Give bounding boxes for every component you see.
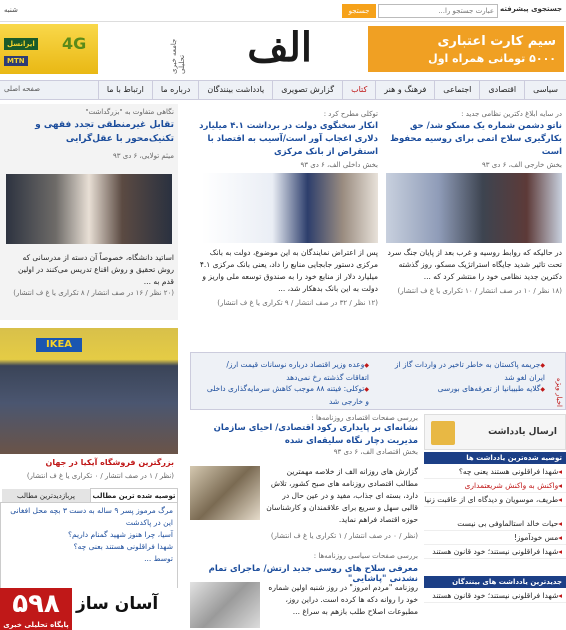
note-item[interactable]: ◂ طریف، موسویان و دیدگاه ای از عاقبت زنیا — [424, 494, 566, 507]
nav-item-social[interactable]: اجتماعی — [434, 81, 479, 99]
ad-line-2: ۵۰۰۰ تومانی همراه اول — [428, 52, 556, 65]
photo-ikea-store[interactable] — [0, 328, 178, 454]
note-item[interactable]: ◂ شهدا فراقلونی هستند یعنی چه؟ — [424, 466, 566, 479]
ad-598-number: ۵۹۸ — [12, 589, 60, 619]
ad-brand-irancell: ایرانسل — [4, 38, 38, 50]
latest-notes-header: جدیدترین یادداشت های بینندگان — [424, 576, 566, 588]
section-summary: گزارش های روزانه الف از خلاصه مهمترین مطالب اقتصادی روزنامه های صبح کشور، تلاش دارد، بسته ای جذاب، مفید و در عین حال در قالبی سهل و سریع برای علاقمندان و کارشناسان حوزه اقتصاد فراهم نماید. — [266, 467, 418, 524]
note-item[interactable]: ◂ واکنش به واکنش شریعتمداری — [424, 480, 566, 493]
story-tavakoli — [198, 110, 378, 307]
logo-subtitle: جامعه خبری تحلیلی — [170, 38, 186, 74]
left-tabs — [0, 488, 178, 502]
nav-item-about[interactable]: درباره ما — [152, 81, 198, 99]
breaking-item[interactable]: ◆ توکلی: فیتنه ۸۸ موجب کاهش سرمایه‌گذاری داخلی و خارجی شد — [201, 383, 369, 408]
send-note-label: ارسال یادداشت — [488, 427, 557, 437]
note-item[interactable]: ◂ حیات خالد استالماوفی بی نیست — [424, 518, 566, 531]
ad-598-subtitle: پایگاه تحلیلی خبری — [3, 621, 69, 629]
ad-brand-mtn: MTN — [4, 56, 28, 66]
logo-text: الف — [247, 24, 312, 71]
story-summary: در حالیکه که روابط روسیه و غرب بعد از پایان جنگ سرد تحت تاثیر شدید جایگاه استراتژیک مسکو، روز گذشته دکترین جدید نظامی خود را منتشر کرد که ... — [387, 248, 562, 281]
breaking-item[interactable]: ◆ گلایه طبیبانیا از تعرفه‌های بورسی — [377, 383, 545, 396]
section-kicker: بررسی صفحات سیاسی روزنامه‌ها : — [313, 552, 418, 560]
article-kicker: نگاهی متفاوت به "بزرگداشت" — [85, 108, 174, 116]
story-date: بخش داخلی الف، ۶ دی ۹۳ — [300, 161, 378, 169]
story-image[interactable] — [386, 173, 562, 243]
section-comment-stats[interactable]: (نظر / ۰ در صف انتشار / ۱ تکراری یا غ ف انتشار) — [270, 532, 418, 540]
nav-home-link[interactable]: صفحه اصلی — [4, 85, 41, 93]
recommended-list — [0, 502, 178, 592]
section-thumbnail[interactable] — [190, 466, 260, 520]
nav-item-culture[interactable]: فرهنگ و هنر — [375, 81, 434, 99]
main-nav — [0, 80, 566, 100]
nav-item-photo-report[interactable]: گزارش تصویری — [272, 81, 342, 99]
advanced-search-link[interactable]: جستجوی پیشرفته — [500, 5, 562, 13]
breaking-item[interactable]: ◆ وعده وزیر اقتصاد درباره نوسانات قیمت ارز/ اتفاقات گذشته رخ نمی‌دهد — [201, 359, 369, 384]
breaking-label: اخبار ویژه — [555, 378, 563, 407]
search-button[interactable]: جستجو — [342, 4, 376, 18]
nav-item-economy[interactable]: اقتصادی — [479, 81, 524, 99]
tab-recommended[interactable]: توصیه شده ترین مطالب — [90, 488, 178, 503]
nav-item-contact[interactable]: ارتباط با ما — [98, 81, 152, 99]
story-title[interactable]: ناتو دشمن شماره یک مسکو شد/ حق بکارگیری سلاح اتمی برای روسیه محفوظ است — [390, 121, 562, 157]
article-summary: اساتید دانشگاه، خصوصاً آن دسته از مدرسانی که روش تحقیق و روش اقناع تدریس می‌کنند در اولین قدم به ... — [18, 253, 174, 286]
photo-comment-stats[interactable]: (نظر / ۱ در صف انتشار / ۰ تکراری یا غ ف انتشار) — [26, 472, 174, 480]
section-kicker: بررسی صفحات اقتصادی روزنامه‌ها : — [311, 414, 418, 422]
top-bar — [0, 0, 566, 22]
breaking-news-box — [190, 352, 566, 410]
section-summary: روزنامه "مردم امروز" در روز شنبه اولین شماره خود را روانه دکه ها کرده است. دراین روز، مطبوعات اصلاح طلب بازهم به سراغ ... — [268, 583, 418, 616]
list-item[interactable]: توسط ... — [144, 554, 173, 563]
ad-asansaz-text: آسان ساز — [76, 594, 159, 614]
section-date: بخش اقتصادی الف، ۶ دی ۹۳ — [333, 448, 418, 456]
story-kicker: توکلی مطرح کرد : — [323, 110, 378, 118]
ad-4g-tag: 4G — [62, 34, 87, 53]
section-title[interactable]: معرفی سلاح های روسی جدید ارتش/ ماجرای تمام نشدنی "پاشایی" — [208, 564, 418, 584]
section-thumbnail[interactable] — [190, 582, 260, 628]
nav-item-politics[interactable]: سیاسی — [524, 81, 566, 99]
featured-article — [0, 104, 178, 320]
story-comment-stats[interactable]: (۱۸ نظر / ۱۰ در صف انتشار / ۱۰ تکراری یا غ ف انتشار) — [397, 287, 562, 295]
nav-item-books[interactable]: کتاب — [342, 81, 375, 99]
press-review-section — [190, 414, 418, 616]
photo-caption[interactable]: بزرگترین فروشگاه آیکیا در جهان — [45, 458, 174, 467]
send-note-button[interactable] — [424, 414, 566, 450]
section-title[interactable]: نشانه‌ای بر پایداری رکود اقتصادی/ احیای سازمان مدیریت دچار نگاه سلیقه‌ای شده — [213, 423, 418, 446]
ikea-sign: IKEA — [36, 338, 82, 352]
story-kicker: در سایه ابلاغ دکترین نظامی جدید : — [461, 110, 562, 118]
list-item[interactable]: شهدا فراقلونی هستند بعنی چه؟ — [73, 542, 173, 551]
ad-banner-right[interactable] — [368, 26, 564, 72]
site-logo[interactable] — [168, 24, 318, 74]
story-date: بخش خارجی الف، ۶ دی ۹۳ — [482, 161, 562, 169]
ad-598-logo — [0, 588, 72, 630]
article-title[interactable]: تقابل غیرمنطقی تجدد فقهی و تکنیک‌محور با عقل‌گرایی — [35, 120, 174, 144]
note-item[interactable]: ◂ مس خودآموز! — [424, 532, 566, 545]
list-item[interactable]: آسیا، چرا هنوز شهید گمنام داریم؟ — [68, 530, 173, 539]
note-pencil-icon — [431, 421, 455, 445]
note-item[interactable]: ◂ شهدا فراقلونی نیستند؛ خود قانون هستند — [424, 546, 566, 559]
recommended-notes-header: توصیه شده‌ترین یادداشت ها — [424, 452, 566, 464]
ad-line-1: سیم کارت اعتباری — [437, 34, 556, 49]
nav-item-reader-notes[interactable]: یادداشت بینندگان — [198, 81, 272, 99]
tab-most-viewed[interactable]: پربازدیدترین مطالب — [2, 489, 90, 503]
article-image[interactable] — [6, 174, 172, 244]
header — [0, 22, 566, 78]
story-comment-stats[interactable]: (۱۲ نظر / ۳۲ در صف انتشار / ۹ تکراری یا غ ف انتشار) — [217, 299, 378, 307]
story-russia — [382, 110, 562, 295]
ad-banner-bottom-left[interactable] — [0, 588, 178, 630]
breaking-item[interactable]: ◆ جریمه پاکستان به خاطر تاخیر در واردات گاز از ایران لغو شد — [377, 359, 545, 384]
ad-banner-left[interactable] — [0, 24, 98, 74]
article-comment-stats[interactable]: (۲۰ نظر / ۱۶ در صف انتشار / ۸ تکراری یا غ ف انتشار) — [13, 289, 174, 297]
date-label: شنبه — [4, 6, 18, 14]
story-summary: پس از اعتراض نمایندگان به این موضوع، دولت به بانک مرکزی دستور جابجایی منابع را داد، یعنی بانک مرکزی ۴.۱ میلیارد دلار از منابع خود را به صندوق توسعه ملی واریز و دولت به این بانک بدهکار شد، ... — [199, 248, 378, 293]
story-image[interactable] — [202, 173, 378, 243]
story-title[interactable]: انکار سخنگوی دولت در برداشت ۴.۱ میلیارد دلاری اعجاب آور است/آسیب به اقتصاد با استقراض از بانک مرکزی — [199, 121, 378, 157]
list-item[interactable]: مرگ مرموز پسر ۹ ساله به دست ۳ بچه محل افغانی این در پاکدشت — [10, 506, 173, 527]
article-date: میثم تولایی، ۶ دی ۹۳ — [112, 152, 174, 160]
search-input[interactable] — [378, 4, 498, 18]
note-item[interactable]: ◂ شهدا فراقلونی نیستند؛ خود قانون هستند — [424, 590, 566, 603]
